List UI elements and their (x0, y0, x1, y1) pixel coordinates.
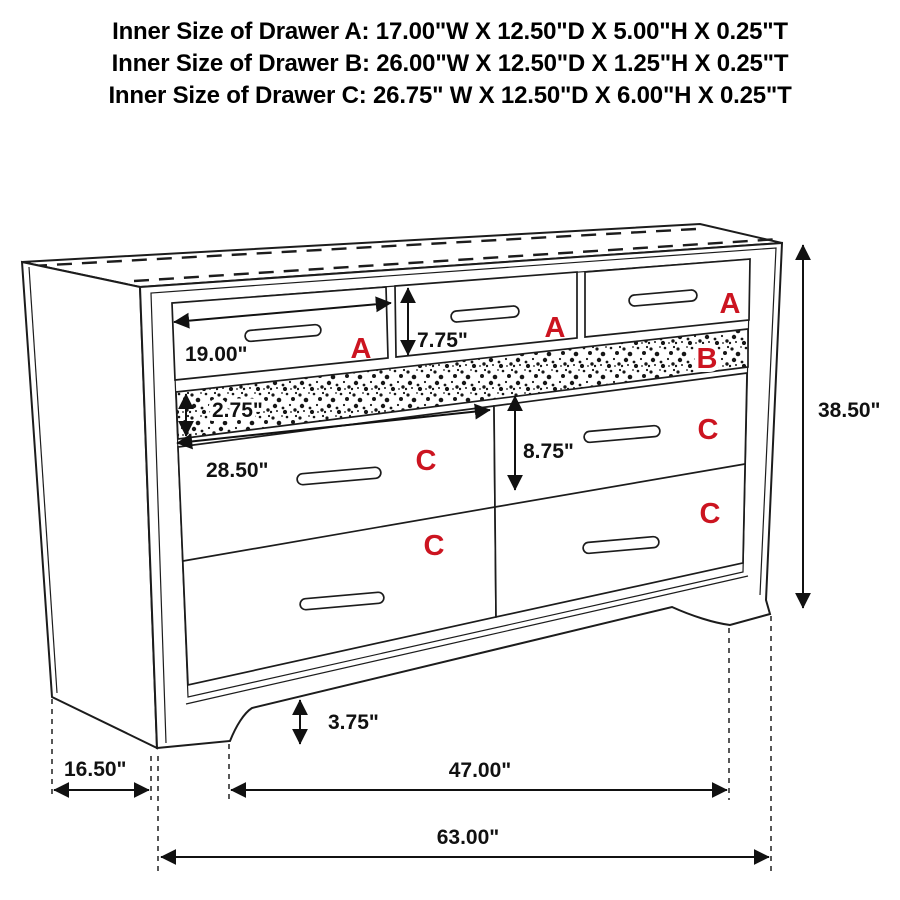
drawer-b-label: B (696, 343, 718, 375)
dresser-drawing (22, 224, 782, 748)
drawer-c-mid-right-label: C (697, 414, 719, 446)
dresser-side-panel (22, 262, 157, 748)
dim-inner-feet-span-label: 47.00" (448, 759, 512, 782)
dim-foot-height-label: 3.75" (328, 711, 379, 734)
dim-band-height-label: 2.75" (212, 399, 263, 422)
drawer-a-middle-label: A (544, 312, 566, 344)
drawer-c-mid-left-label: C (415, 445, 437, 477)
dim-overall-height-label: 38.50" (818, 399, 881, 422)
drawer-c-bottom-right-label: C (699, 498, 721, 530)
inner-size-line-c: Inner Size of Drawer C: 26.75" W X 12.50"D X 6.00"H X 0.25"T (108, 82, 792, 109)
dim-drawer-a-width-label: 19.00" (185, 343, 248, 366)
dim-overall-height (803, 245, 881, 608)
dim-inner-feet-span (231, 759, 727, 790)
dim-foot-height (300, 700, 379, 744)
dim-drawer-a-height-label: 7.75" (417, 329, 468, 352)
drawer-a-right-label: A (719, 288, 741, 320)
inner-size-line-b: Inner Size of Drawer B: 26.00"W X 12.50"D X 1.25"H X 0.25"T (111, 50, 789, 77)
dim-overall-width (161, 826, 769, 857)
dim-drawer-c-width-label: 28.50" (206, 459, 269, 482)
dim-overall-width-label: 63.00" (436, 826, 500, 849)
dim-depth (54, 758, 149, 790)
drawer-a-left-label: A (350, 333, 372, 365)
dim-depth-label: 16.50" (64, 758, 127, 781)
inner-size-line-a: Inner Size of Drawer A: 17.00"W X 12.50"D X 5.00"H X 0.25"T (112, 18, 788, 45)
dim-drawer-c-height-label: 8.75" (523, 440, 574, 463)
drawer-c-bottom-left-label: C (423, 530, 445, 562)
